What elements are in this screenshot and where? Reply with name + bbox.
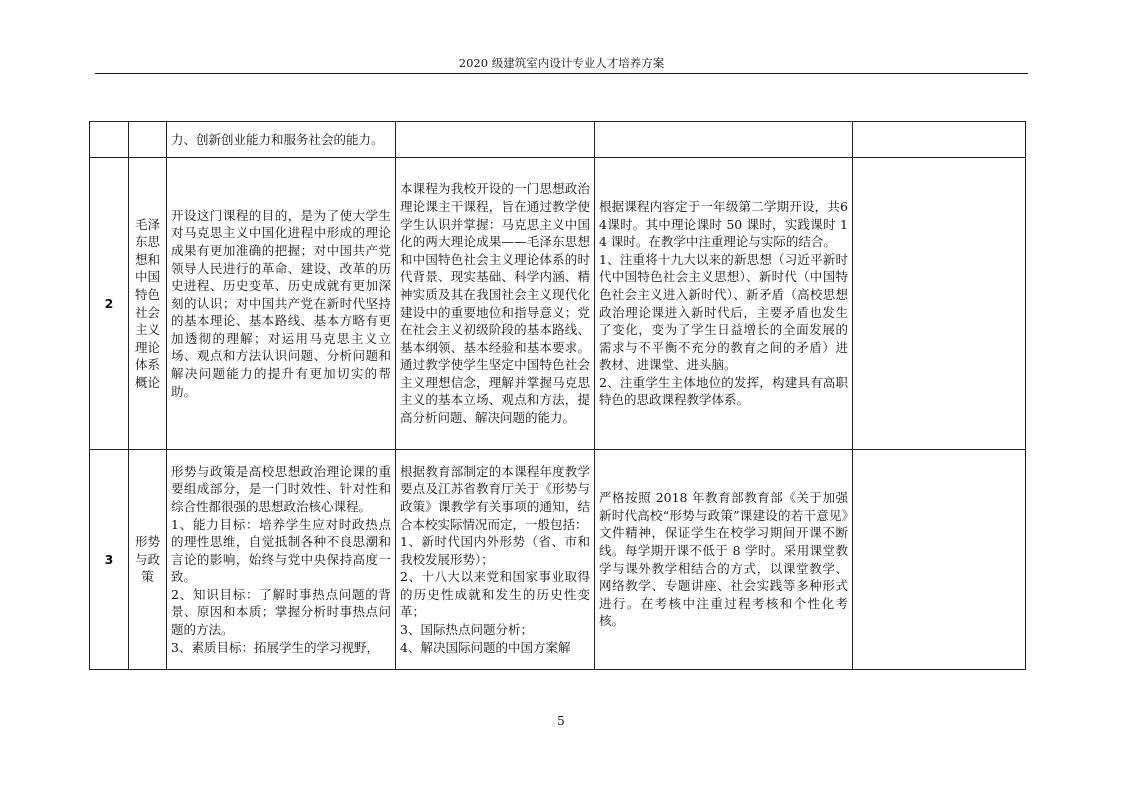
row-number: 2 [90, 158, 129, 450]
course-content [396, 122, 595, 158]
course-objectives-text: 开设这门课程的目的，是为了使大学生对马克思主义中国化进程中形成的理论成果有更加准确的把握；对中国共产党领导人民进行的革命、建设、改革的历史进程、历史变革、历史成就有更加深刻的认识；对中国共产党在新时代坚持的基本理论、基本路线、基本方略有更加透彻的理解；对运用马克思主义立场、观点和方法认识问题、分析问题和解决问题能力的提升有更加切实的帮助。 [171, 207, 391, 399]
teaching-requirements [595, 122, 853, 158]
course-content-text: 本课程为我校开设的一门思想政治理论课主干课程，旨在通过教学使学生认识并掌握：马克思主义中国化的两大理论成果——毛泽东思想和中国特色社会主义理论体系的时代背景、现实基础、科学内涵、精神实质及其在我国社会主义现代化建设中的重要地位和指导意义；党在社会主义初级阶段的基本路线、基本纲领、基本经验和基本要求。通过教学使学生坚定中国特色社会主义理想信念，理解并掌握马克思主义的基本立场、观点和方法，提高分析问题、解决问题的能力。 [400, 181, 590, 426]
course-objectives [167, 122, 396, 158]
course-objectives-text: 力、创新创业能力和服务社会的能力。 [171, 131, 384, 147]
course-objectives [167, 450, 396, 670]
course-name: 毛泽东思想和中国特色社会主义理论体系概论 [129, 158, 167, 450]
course-content [396, 450, 595, 670]
remarks-cell [853, 450, 1026, 670]
teaching-requirements [595, 450, 853, 670]
table-row [90, 158, 1026, 450]
row-number: 3 [90, 450, 129, 670]
teaching-requirements-text: 严格按照 2018 年教育部教育部《关于加强新时代高校“形势与政策”课建设的若干意见》文件精神，保证学生在校学习期间开课不断线。每学期开课不低于 8 学时。采用课堂教学与课外教学相结合的方式，以课堂教学、网络教学、专题讲座、社会实践等多种形式进行。在考核中注重过程考核和个性化考核。 [599, 490, 848, 629]
table-row [90, 122, 1026, 158]
header-divider [95, 73, 1028, 74]
remarks-cell [853, 122, 1026, 158]
page-header-title: 2020 级建筑室内设计专业人才培养方案 [458, 56, 665, 70]
curriculum-table [89, 121, 1026, 670]
teaching-requirements [595, 158, 853, 450]
course-objectives-text: 形势与政策是高校思想政治理论课的重要组成部分，是一门时效性、针对性和综合性都很强的思想政治核心课程。 1、能力目标：培养学生应对时政热点的理性思维，自觉抵制各种不良思潮和言论的影响，始终与党中央保持高度一致。 2、知识目标：了解时事热点问题的背景、原因和本质；掌握分析时事热点问题的方法。 3、素质目标：拓展学生的学习视野， [171, 463, 391, 655]
course-name [129, 122, 167, 158]
remarks-cell [853, 158, 1026, 450]
teaching-requirements-text: 根据课程内容定于一年级第二学期开设，共64课时。其中理论课时 50 课时，实践课时 14 课时。在教学中注重理论与实际的结合。 1、注重将十九大以来的新思想（习近平新时代中国特色社会主义思想）、新时代（中国特色社会主义进入新时代）、新矛盾（高校思想政治理论课进入新时代后，主要矛盾也发生了变化，变为了学生日益增长的全面发展的需求与不平衡不充分的教育之间的矛盾）进教材、进课堂、进头脑。 2、注重学生主体地位的发挥，构建具有高职特色的思政课程教学体系。 [599, 198, 848, 408]
row-number [90, 122, 129, 158]
course-content [396, 158, 595, 450]
course-name: 形势与政策 [129, 450, 167, 670]
course-objectives [167, 158, 396, 450]
page-number: 5 [557, 714, 565, 728]
course-content-text: 根据教育部制定的本课程年度教学要点及江苏省教育厅关于《形势与政策》课教学有关事项的通知，结合本校实际情况而定，一般包括： 1、新时代国内外形势（省、市和我校发展形势）； 2、十八大以来党和国家事业取得的历史性成就和发生的历史性变革； 3、国际热点问题分析； 4、解决国际问题的中国方案解 [400, 463, 590, 655]
table-row [90, 450, 1026, 670]
